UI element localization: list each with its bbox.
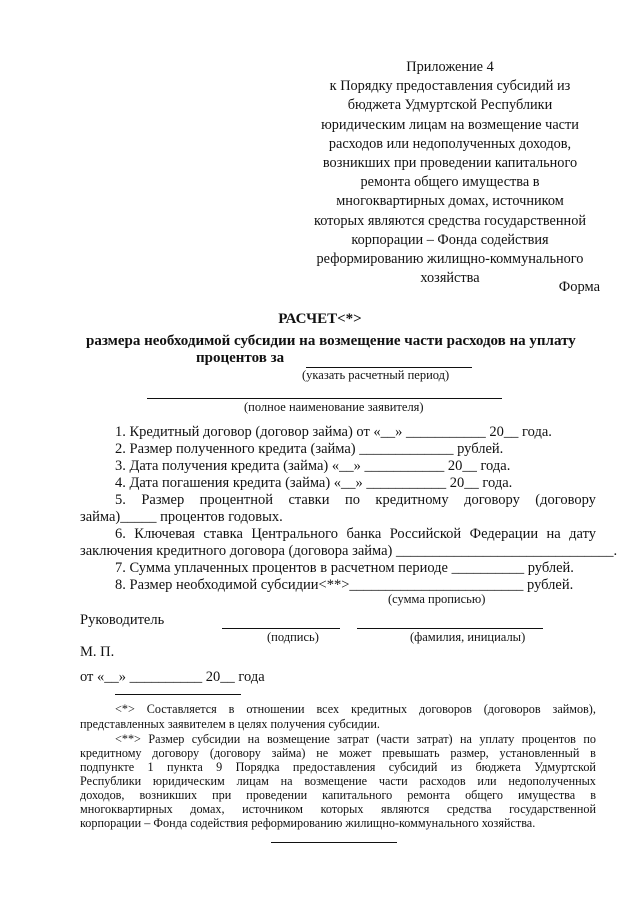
word: которых xyxy=(320,802,364,816)
word: <*> xyxy=(115,702,135,716)
appendix-line: к Порядку предоставления субсидий из xyxy=(329,78,571,95)
word: (договору xyxy=(209,746,261,760)
word: Ключевая xyxy=(134,526,195,542)
appendix-line: ремонта общего имущества в xyxy=(360,174,540,191)
footnote-2-last: корпорации – Фонда содействия реформированию жилищно-коммунального хозяйства. xyxy=(80,816,536,830)
word: возмещение xyxy=(266,732,330,746)
word: подпункте xyxy=(80,760,135,774)
word: из xyxy=(450,760,463,774)
date-line: от «__» __________ 20__ года xyxy=(80,669,265,685)
document-title: РАСЧЕТ<*> xyxy=(278,311,362,327)
word: Российской xyxy=(389,526,462,542)
word: 5. xyxy=(115,492,126,508)
word: размер, xyxy=(450,746,489,760)
item-subsidy-amount: 8. Размер необходимой субсидии<**>________________________ рублей. xyxy=(115,577,574,593)
word: ставка xyxy=(203,526,243,542)
word: договору xyxy=(464,492,520,508)
word: государственной xyxy=(509,802,596,816)
word: на xyxy=(280,774,293,788)
stamp-label: М. П. xyxy=(80,644,115,660)
word: установленный xyxy=(499,746,580,760)
item-interest-rate xyxy=(115,492,596,509)
word: займов), xyxy=(552,702,596,716)
word: субсидий xyxy=(388,760,438,774)
appendix-line: расходов или недополученных доходов, xyxy=(328,135,572,152)
word: (договору xyxy=(535,492,596,508)
appendix-line: юридическим лицам на возмещение части xyxy=(321,116,579,133)
word: Удмуртской xyxy=(534,760,596,774)
word: процентной xyxy=(199,492,273,508)
applicant-hint: (полное наименование заявителя) xyxy=(244,400,424,414)
word: Республики xyxy=(80,774,142,788)
word: пункта xyxy=(166,760,203,774)
word: договоров xyxy=(419,702,472,716)
item-credit-contract: 1. Кредитный договор (договор займа) от «__» ___________ 20__ года. xyxy=(115,424,552,440)
word: может xyxy=(338,746,372,760)
item-interest-rate-cont: займа)_____ процентов годовых. xyxy=(80,509,283,525)
word: (договоров xyxy=(483,702,541,716)
footnote-2 xyxy=(115,732,596,747)
appendix-line: бюджета Удмуртской Республики xyxy=(347,97,553,114)
word: части xyxy=(378,774,408,788)
appendix-line: которых являются средства государственной xyxy=(313,212,587,229)
item-key-rate xyxy=(115,526,596,543)
word: (части xyxy=(376,732,410,746)
word: затрат) xyxy=(416,732,453,746)
item-credit-amount: 2. Размер полученного кредита (займа) _____________ рублей. xyxy=(115,441,504,457)
word: расходов xyxy=(419,774,466,788)
word: на xyxy=(546,526,561,542)
word: <**> xyxy=(115,732,141,746)
footnote-1 xyxy=(115,702,596,717)
word: бюджета xyxy=(475,760,521,774)
footnote-2-row xyxy=(80,760,596,775)
item-credit-repayment-date: 4. Дата погашения кредита (займа) «__» ___________ 20__ года. xyxy=(115,475,513,491)
item-key-rate-cont: заключения кредитного договора (договора займа) ______________________________. xyxy=(80,543,618,559)
word: проведении xyxy=(246,788,308,802)
footnote-2-row xyxy=(80,802,596,817)
word: в xyxy=(228,702,235,716)
word: Размер xyxy=(148,732,185,746)
applicant-input-line[interactable] xyxy=(147,398,502,399)
word: являются xyxy=(380,802,430,816)
appendix-line: Приложение 4 xyxy=(406,59,494,75)
word: субсидии xyxy=(191,732,241,746)
word: затрат xyxy=(337,732,370,746)
appendix-line: многоквартирных домах, источником xyxy=(336,193,564,210)
word: предоставления xyxy=(292,760,376,774)
word: средства xyxy=(446,802,492,816)
word: ставки xyxy=(288,492,330,508)
name-line[interactable] xyxy=(357,628,543,629)
word: Федерации xyxy=(469,526,539,542)
word: договору xyxy=(152,746,200,760)
word: ремонта xyxy=(407,788,451,802)
appendix-header xyxy=(300,58,600,288)
word: Центрального xyxy=(251,526,339,542)
word: или xyxy=(477,774,497,788)
word: 9 xyxy=(216,760,223,774)
item-interest-paid: 7. Сумма уплаченных процентов в расчетном периоде __________ рублей. xyxy=(115,560,574,576)
word: кредитному xyxy=(375,492,449,508)
word: не xyxy=(316,746,329,760)
word: дату xyxy=(569,526,596,542)
word: при xyxy=(212,788,232,802)
word: юридическим xyxy=(152,774,225,788)
footnote-2-row xyxy=(80,746,596,761)
word: домах, xyxy=(190,802,225,816)
footnote-2-row xyxy=(80,774,596,789)
form-label: Форма xyxy=(558,279,600,295)
word: доходов, xyxy=(80,788,125,802)
word: капитального xyxy=(322,788,393,802)
appendix-line: корпорации – Фонда содействия xyxy=(351,231,549,248)
word: источником xyxy=(242,802,304,816)
word: кредитных xyxy=(351,702,408,716)
word: лицам xyxy=(236,774,269,788)
period-hint: (указать расчетный период) xyxy=(302,368,450,382)
document-subtitle-period: процентов за xyxy=(196,350,285,366)
word: Порядка xyxy=(235,760,280,774)
appendix-line: хозяйства xyxy=(420,270,480,287)
footnote-2-row xyxy=(80,788,596,803)
sum-in-words-hint: (сумма прописью) xyxy=(388,592,486,606)
word: в xyxy=(590,746,596,760)
word: банка xyxy=(346,526,382,542)
signature-line[interactable] xyxy=(222,628,340,629)
document-subtitle: размера необходимой субсидии на возмещение части расходов на уплату xyxy=(86,333,576,349)
signature-hint: (подпись) xyxy=(267,630,319,644)
word: общего xyxy=(465,788,503,802)
word: всех xyxy=(316,702,340,716)
name-hint: (фамилия, инициалы) xyxy=(410,630,526,644)
word: по xyxy=(344,492,360,508)
word: по xyxy=(583,732,596,746)
word: превышать xyxy=(382,746,440,760)
item-credit-received-date: 3. Дата получения кредита (займа) «__» ___________ 20__ года. xyxy=(115,458,511,474)
word: 6. xyxy=(115,526,126,542)
word: на xyxy=(247,732,260,746)
word: процентов xyxy=(521,732,576,746)
word: имущества xyxy=(518,788,576,802)
word: отношении xyxy=(246,702,305,716)
word: на xyxy=(460,732,472,746)
word: возникших xyxy=(139,788,198,802)
word: в xyxy=(590,788,596,802)
word: займа) xyxy=(271,746,306,760)
end-divider xyxy=(271,842,397,843)
word: недополученных xyxy=(508,774,596,788)
word: Составляется xyxy=(146,702,217,716)
head-label: Руководитель xyxy=(80,612,165,628)
appendix-line: реформированию жилищно-коммунального xyxy=(316,251,584,268)
word: кредитному xyxy=(80,746,142,760)
word: Размер xyxy=(141,492,185,508)
appendix-line: возникших при проведении капитального xyxy=(322,155,578,172)
footnote-1-cont: представленных заявителем в целях получения субсидии. xyxy=(80,717,380,731)
word: многоквартирных xyxy=(80,802,173,816)
word: возмещение xyxy=(304,774,368,788)
footnote-divider xyxy=(115,694,241,695)
word: 1 xyxy=(147,760,154,774)
word: уплату xyxy=(479,732,515,746)
